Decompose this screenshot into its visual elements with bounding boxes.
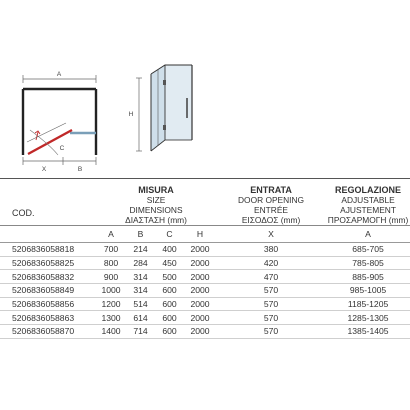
cell-a: 1000 xyxy=(96,284,126,298)
cell-b: 314 xyxy=(126,270,155,284)
label-b: B xyxy=(77,166,83,173)
dimension-table-wrapper xyxy=(0,178,410,339)
misura-line-2: DIMENSIONS xyxy=(129,205,183,215)
cell-a: 1200 xyxy=(96,297,126,311)
misura-title: MISURA xyxy=(138,185,174,195)
misura-header xyxy=(96,179,216,226)
cell-range: 1185-1205 xyxy=(326,297,410,311)
misura-line-1: SIZE xyxy=(146,195,166,205)
dimension-table xyxy=(0,178,410,339)
cell-a: 1400 xyxy=(96,325,126,339)
misura-line-3: ΔΙΑΣΤΑΣΗ (mm) xyxy=(125,215,187,225)
product-code: 5206836058849 xyxy=(0,284,96,298)
table-row xyxy=(0,270,410,284)
cell-range: 985-1005 xyxy=(326,284,410,298)
cell-x: 570 xyxy=(216,284,326,298)
plan-view-drawing xyxy=(23,71,96,173)
sub-header-row xyxy=(0,226,410,243)
table-row xyxy=(0,311,410,325)
cell-x: 570 xyxy=(216,297,326,311)
cell-a: 900 xyxy=(96,270,126,284)
cell-h: 2000 xyxy=(184,256,216,270)
code-header: COD. xyxy=(12,208,35,218)
cell-c: 500 xyxy=(155,270,184,284)
cell-range: 1285-1305 xyxy=(326,311,410,325)
sub-header-x: X xyxy=(216,226,326,243)
shower-3d-drawing xyxy=(129,65,192,151)
regolazione-line-2: AJUSTEMENT xyxy=(340,205,396,215)
entrata-line-2: ENTRÉE xyxy=(254,205,289,215)
sub-header-a: A xyxy=(96,226,126,243)
cell-a: 1300 xyxy=(96,311,126,325)
regolazione-header xyxy=(326,179,410,226)
cell-range: 685-705 xyxy=(326,243,410,257)
sub-header-b: B xyxy=(126,226,155,243)
product-code: 5206836058856 xyxy=(0,297,96,311)
product-code: 5206836058825 xyxy=(0,256,96,270)
cell-a: 700 xyxy=(96,243,126,257)
entrata-line-3: ΕΙΣΟΔΟΣ (mm) xyxy=(241,215,301,225)
regolazione-line-1: ADJUSTABLE xyxy=(341,195,395,205)
regolazione-title: REGOLAZIONE xyxy=(335,185,402,195)
cell-b: 514 xyxy=(126,297,155,311)
cell-b: 314 xyxy=(126,284,155,298)
table-row xyxy=(0,243,410,257)
technical-drawings xyxy=(0,0,410,175)
hinge-top xyxy=(163,80,166,85)
cell-c: 450 xyxy=(155,256,184,270)
hinge-bottom xyxy=(163,125,166,130)
cell-x: 570 xyxy=(216,325,326,339)
sub-header-h: H xyxy=(184,226,216,243)
cell-h: 2000 xyxy=(184,284,216,298)
table-row xyxy=(0,325,410,339)
cell-c: 600 xyxy=(155,284,184,298)
entrata-line-1: DOOR OPENING xyxy=(238,195,305,205)
cell-x: 470 xyxy=(216,270,326,284)
label-h: H xyxy=(128,111,134,118)
cell-a: 800 xyxy=(96,256,126,270)
product-code: 5206836058818 xyxy=(0,243,96,257)
sub-header-adjust: A xyxy=(326,226,410,243)
cell-x: 380 xyxy=(216,243,326,257)
cell-range: 785-805 xyxy=(326,256,410,270)
entrata-header xyxy=(216,179,326,226)
cell-b: 714 xyxy=(126,325,155,339)
cell-range: 885-905 xyxy=(326,270,410,284)
product-code: 5206836058870 xyxy=(0,325,96,339)
cell-range: 1385-1405 xyxy=(326,325,410,339)
label-a: A xyxy=(56,71,62,78)
cell-c: 600 xyxy=(155,297,184,311)
cell-h: 2000 xyxy=(184,325,216,339)
cell-b: 614 xyxy=(126,311,155,325)
header-row xyxy=(0,179,410,226)
regolazione-line-3: ΠΡΟΣΑΡΜΟΓΗ (mm) xyxy=(327,215,409,225)
cell-c: 400 xyxy=(155,243,184,257)
product-code: 5206836058863 xyxy=(0,311,96,325)
cell-x: 420 xyxy=(216,256,326,270)
cell-b: 284 xyxy=(126,256,155,270)
table-row xyxy=(0,297,410,311)
table-row xyxy=(0,256,410,270)
label-c: C xyxy=(59,145,65,152)
product-code: 5206836058832 xyxy=(0,270,96,284)
cell-c: 600 xyxy=(155,311,184,325)
sub-header-c: C xyxy=(155,226,184,243)
cell-h: 2000 xyxy=(184,311,216,325)
cell-b: 214 xyxy=(126,243,155,257)
door-glass-3d xyxy=(165,65,192,140)
cell-h: 2000 xyxy=(184,243,216,257)
label-x: X xyxy=(41,166,47,173)
entrata-title: ENTRATA xyxy=(250,185,292,195)
cell-x: 570 xyxy=(216,311,326,325)
table-row xyxy=(0,284,410,298)
cell-h: 2000 xyxy=(184,270,216,284)
cell-h: 2000 xyxy=(184,297,216,311)
cell-c: 600 xyxy=(155,325,184,339)
